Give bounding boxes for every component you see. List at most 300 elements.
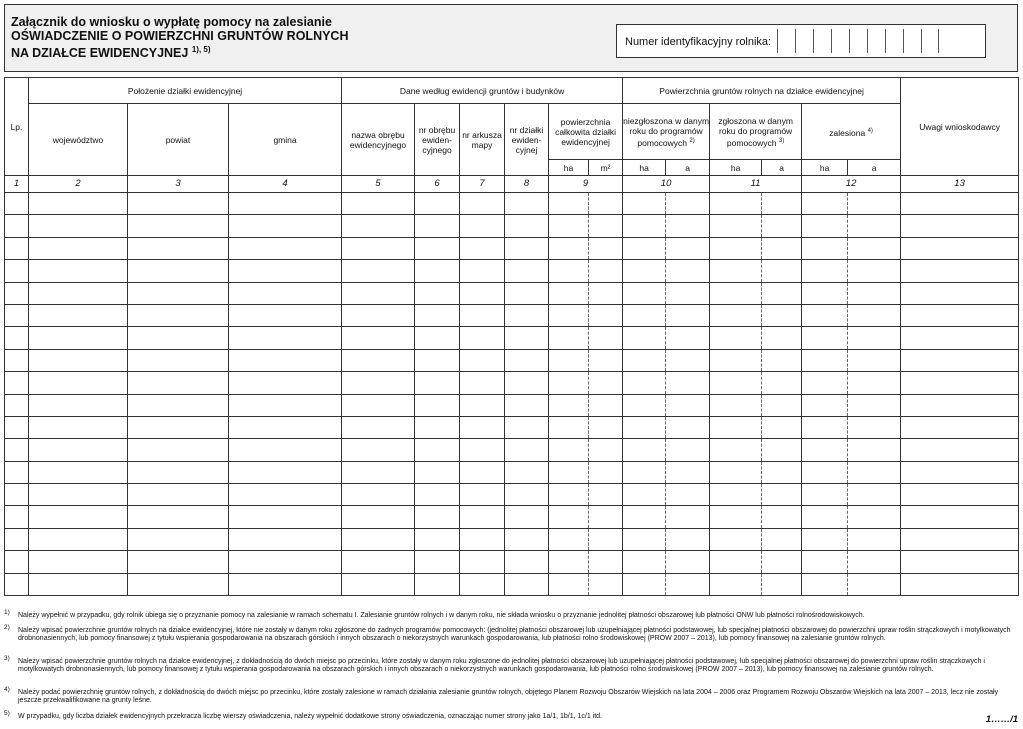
table-cell[interactable] bbox=[342, 304, 415, 326]
table-cell[interactable] bbox=[460, 416, 505, 438]
table-cell[interactable] bbox=[623, 551, 666, 573]
table-cell[interactable] bbox=[415, 349, 460, 371]
table-cell[interactable] bbox=[128, 304, 229, 326]
table-cell[interactable] bbox=[460, 215, 505, 237]
table-cell[interactable] bbox=[666, 282, 710, 304]
table-cell[interactable] bbox=[666, 260, 710, 282]
table-cell[interactable] bbox=[762, 416, 802, 438]
table-cell[interactable] bbox=[589, 416, 623, 438]
table-cell[interactable] bbox=[666, 528, 710, 550]
table-cell[interactable] bbox=[901, 215, 1019, 237]
table-cell[interactable] bbox=[623, 528, 666, 550]
table-cell[interactable] bbox=[460, 282, 505, 304]
table-cell[interactable] bbox=[229, 372, 342, 394]
table-cell[interactable] bbox=[589, 573, 623, 595]
table-cell[interactable] bbox=[901, 327, 1019, 349]
table-cell[interactable] bbox=[5, 461, 29, 483]
table-cell[interactable] bbox=[549, 260, 589, 282]
table-cell[interactable] bbox=[5, 304, 29, 326]
table-cell[interactable] bbox=[415, 394, 460, 416]
table-cell[interactable] bbox=[460, 193, 505, 215]
table-cell[interactable] bbox=[901, 528, 1019, 550]
table-cell[interactable] bbox=[342, 237, 415, 259]
farmer-id-digit-cell[interactable] bbox=[849, 29, 867, 53]
table-cell[interactable] bbox=[710, 304, 762, 326]
table-cell[interactable] bbox=[5, 551, 29, 573]
table-cell[interactable] bbox=[901, 506, 1019, 528]
table-cell[interactable] bbox=[342, 551, 415, 573]
table-cell[interactable] bbox=[5, 237, 29, 259]
table-cell[interactable] bbox=[901, 304, 1019, 326]
table-cell[interactable] bbox=[710, 551, 762, 573]
table-cell[interactable] bbox=[505, 237, 549, 259]
table-cell[interactable] bbox=[505, 215, 549, 237]
table-cell[interactable] bbox=[623, 349, 666, 371]
table-cell[interactable] bbox=[505, 193, 549, 215]
table-cell[interactable] bbox=[848, 282, 901, 304]
table-cell[interactable] bbox=[666, 304, 710, 326]
table-cell[interactable] bbox=[5, 439, 29, 461]
table-cell[interactable] bbox=[589, 394, 623, 416]
table-cell[interactable] bbox=[460, 461, 505, 483]
table-cell[interactable] bbox=[128, 372, 229, 394]
table-cell[interactable] bbox=[589, 372, 623, 394]
table-cell[interactable] bbox=[762, 528, 802, 550]
table-cell[interactable] bbox=[666, 394, 710, 416]
table-cell[interactable] bbox=[710, 528, 762, 550]
table-cell[interactable] bbox=[460, 237, 505, 259]
table-cell[interactable] bbox=[762, 484, 802, 506]
table-cell[interactable] bbox=[623, 372, 666, 394]
table-cell[interactable] bbox=[229, 193, 342, 215]
table-cell[interactable] bbox=[666, 372, 710, 394]
table-cell[interactable] bbox=[901, 573, 1019, 595]
table-cell[interactable] bbox=[505, 349, 549, 371]
table-cell[interactable] bbox=[710, 416, 762, 438]
table-cell[interactable] bbox=[505, 551, 549, 573]
table-cell[interactable] bbox=[460, 484, 505, 506]
table-cell[interactable] bbox=[505, 282, 549, 304]
table-cell[interactable] bbox=[460, 304, 505, 326]
table-cell[interactable] bbox=[666, 416, 710, 438]
table-cell[interactable] bbox=[848, 394, 901, 416]
table-cell[interactable] bbox=[666, 215, 710, 237]
table-cell[interactable] bbox=[505, 506, 549, 528]
table-cell[interactable] bbox=[802, 193, 848, 215]
table-cell[interactable] bbox=[802, 416, 848, 438]
table-cell[interactable] bbox=[229, 304, 342, 326]
table-cell[interactable] bbox=[342, 327, 415, 349]
table-cell[interactable] bbox=[342, 282, 415, 304]
table-cell[interactable] bbox=[762, 506, 802, 528]
table-cell[interactable] bbox=[549, 372, 589, 394]
table-cell[interactable] bbox=[342, 372, 415, 394]
table-cell[interactable] bbox=[802, 327, 848, 349]
table-cell[interactable] bbox=[229, 394, 342, 416]
table-cell[interactable] bbox=[415, 484, 460, 506]
table-cell[interactable] bbox=[549, 327, 589, 349]
table-cell[interactable] bbox=[460, 506, 505, 528]
table-cell[interactable] bbox=[505, 416, 549, 438]
table-cell[interactable] bbox=[29, 349, 128, 371]
table-cell[interactable] bbox=[549, 573, 589, 595]
table-cell[interactable] bbox=[460, 394, 505, 416]
farmer-id-digit-cell[interactable] bbox=[903, 29, 921, 53]
table-cell[interactable] bbox=[762, 282, 802, 304]
table-cell[interactable] bbox=[848, 416, 901, 438]
farmer-id-digit-cell[interactable] bbox=[795, 29, 813, 53]
table-cell[interactable] bbox=[342, 215, 415, 237]
table-cell[interactable] bbox=[549, 484, 589, 506]
table-cell[interactable] bbox=[589, 260, 623, 282]
table-cell[interactable] bbox=[623, 416, 666, 438]
table-cell[interactable] bbox=[505, 372, 549, 394]
table-cell[interactable] bbox=[128, 439, 229, 461]
table-cell[interactable] bbox=[901, 372, 1019, 394]
table-cell[interactable] bbox=[589, 551, 623, 573]
table-cell[interactable] bbox=[549, 237, 589, 259]
table-cell[interactable] bbox=[415, 260, 460, 282]
table-cell[interactable] bbox=[589, 215, 623, 237]
table-cell[interactable] bbox=[460, 439, 505, 461]
table-cell[interactable] bbox=[710, 237, 762, 259]
table-cell[interactable] bbox=[505, 304, 549, 326]
table-cell[interactable] bbox=[848, 237, 901, 259]
table-cell[interactable] bbox=[128, 260, 229, 282]
table-cell[interactable] bbox=[802, 439, 848, 461]
table-cell[interactable] bbox=[342, 193, 415, 215]
farmer-id-digit-cell[interactable] bbox=[921, 29, 939, 53]
table-cell[interactable] bbox=[710, 461, 762, 483]
table-cell[interactable] bbox=[901, 551, 1019, 573]
table-cell[interactable] bbox=[29, 416, 128, 438]
table-cell[interactable] bbox=[666, 461, 710, 483]
table-cell[interactable] bbox=[666, 327, 710, 349]
table-cell[interactable] bbox=[802, 304, 848, 326]
table-cell[interactable] bbox=[415, 416, 460, 438]
table-cell[interactable] bbox=[623, 439, 666, 461]
table-cell[interactable] bbox=[342, 416, 415, 438]
table-cell[interactable] bbox=[802, 349, 848, 371]
table-cell[interactable] bbox=[415, 282, 460, 304]
table-cell[interactable] bbox=[623, 215, 666, 237]
table-cell[interactable] bbox=[802, 237, 848, 259]
table-cell[interactable] bbox=[415, 439, 460, 461]
table-cell[interactable] bbox=[29, 260, 128, 282]
farmer-id-digit-cell[interactable] bbox=[885, 29, 903, 53]
table-cell[interactable] bbox=[802, 461, 848, 483]
table-cell[interactable] bbox=[848, 193, 901, 215]
table-cell[interactable] bbox=[29, 439, 128, 461]
table-cell[interactable] bbox=[415, 528, 460, 550]
table-cell[interactable] bbox=[901, 237, 1019, 259]
table-cell[interactable] bbox=[415, 372, 460, 394]
table-cell[interactable] bbox=[710, 327, 762, 349]
table-cell[interactable] bbox=[623, 282, 666, 304]
table-cell[interactable] bbox=[128, 416, 229, 438]
table-cell[interactable] bbox=[229, 551, 342, 573]
table-cell[interactable] bbox=[5, 416, 29, 438]
table-cell[interactable] bbox=[549, 528, 589, 550]
table-cell[interactable] bbox=[762, 573, 802, 595]
table-cell[interactable] bbox=[623, 237, 666, 259]
table-cell[interactable] bbox=[848, 484, 901, 506]
table-cell[interactable] bbox=[5, 394, 29, 416]
table-cell[interactable] bbox=[229, 484, 342, 506]
table-cell[interactable] bbox=[128, 349, 229, 371]
table-cell[interactable] bbox=[342, 349, 415, 371]
table-cell[interactable] bbox=[229, 237, 342, 259]
table-cell[interactable] bbox=[128, 215, 229, 237]
table-cell[interactable] bbox=[460, 573, 505, 595]
table-cell[interactable] bbox=[128, 237, 229, 259]
table-cell[interactable] bbox=[5, 528, 29, 550]
table-cell[interactable] bbox=[29, 304, 128, 326]
table-cell[interactable] bbox=[229, 528, 342, 550]
table-cell[interactable] bbox=[802, 394, 848, 416]
table-cell[interactable] bbox=[5, 193, 29, 215]
table-cell[interactable] bbox=[5, 506, 29, 528]
table-cell[interactable] bbox=[415, 237, 460, 259]
table-cell[interactable] bbox=[848, 260, 901, 282]
table-cell[interactable] bbox=[549, 215, 589, 237]
table-cell[interactable] bbox=[415, 193, 460, 215]
table-cell[interactable] bbox=[623, 394, 666, 416]
table-cell[interactable] bbox=[623, 304, 666, 326]
table-cell[interactable] bbox=[589, 528, 623, 550]
table-cell[interactable] bbox=[229, 506, 342, 528]
table-cell[interactable] bbox=[762, 461, 802, 483]
table-cell[interactable] bbox=[342, 506, 415, 528]
table-cell[interactable] bbox=[342, 461, 415, 483]
table-cell[interactable] bbox=[128, 327, 229, 349]
table-cell[interactable] bbox=[29, 193, 128, 215]
table-cell[interactable] bbox=[848, 372, 901, 394]
table-cell[interactable] bbox=[666, 439, 710, 461]
table-cell[interactable] bbox=[666, 551, 710, 573]
table-cell[interactable] bbox=[623, 260, 666, 282]
table-cell[interactable] bbox=[229, 416, 342, 438]
table-cell[interactable] bbox=[128, 282, 229, 304]
table-cell[interactable] bbox=[623, 193, 666, 215]
table-cell[interactable] bbox=[5, 327, 29, 349]
table-cell[interactable] bbox=[848, 506, 901, 528]
table-cell[interactable] bbox=[848, 551, 901, 573]
table-cell[interactable] bbox=[128, 193, 229, 215]
table-cell[interactable] bbox=[848, 528, 901, 550]
table-cell[interactable] bbox=[128, 394, 229, 416]
table-cell[interactable] bbox=[666, 237, 710, 259]
table-cell[interactable] bbox=[848, 349, 901, 371]
table-cell[interactable] bbox=[5, 372, 29, 394]
table-cell[interactable] bbox=[710, 439, 762, 461]
table-cell[interactable] bbox=[549, 193, 589, 215]
table-cell[interactable] bbox=[415, 573, 460, 595]
table-cell[interactable] bbox=[848, 215, 901, 237]
table-cell[interactable] bbox=[589, 506, 623, 528]
table-cell[interactable] bbox=[460, 528, 505, 550]
table-cell[interactable] bbox=[415, 215, 460, 237]
farmer-id-digit-cell[interactable] bbox=[777, 29, 795, 53]
table-cell[interactable] bbox=[29, 282, 128, 304]
table-cell[interactable] bbox=[5, 349, 29, 371]
table-cell[interactable] bbox=[802, 551, 848, 573]
table-cell[interactable] bbox=[901, 439, 1019, 461]
table-cell[interactable] bbox=[666, 349, 710, 371]
table-cell[interactable] bbox=[415, 551, 460, 573]
table-cell[interactable] bbox=[802, 484, 848, 506]
table-cell[interactable] bbox=[901, 416, 1019, 438]
table-cell[interactable] bbox=[802, 260, 848, 282]
table-cell[interactable] bbox=[415, 304, 460, 326]
table-cell[interactable] bbox=[342, 528, 415, 550]
table-cell[interactable] bbox=[710, 372, 762, 394]
table-cell[interactable] bbox=[589, 327, 623, 349]
table-cell[interactable] bbox=[762, 193, 802, 215]
table-cell[interactable] bbox=[901, 394, 1019, 416]
table-cell[interactable] bbox=[505, 528, 549, 550]
table-cell[interactable] bbox=[666, 573, 710, 595]
table-cell[interactable] bbox=[460, 372, 505, 394]
table-cell[interactable] bbox=[762, 260, 802, 282]
table-cell[interactable] bbox=[128, 528, 229, 550]
table-cell[interactable] bbox=[589, 349, 623, 371]
table-cell[interactable] bbox=[802, 282, 848, 304]
table-cell[interactable] bbox=[229, 439, 342, 461]
farmer-id-digit-cell[interactable] bbox=[813, 29, 831, 53]
table-cell[interactable] bbox=[762, 439, 802, 461]
table-cell[interactable] bbox=[589, 282, 623, 304]
table-cell[interactable] bbox=[901, 484, 1019, 506]
table-cell[interactable] bbox=[901, 260, 1019, 282]
table-cell[interactable] bbox=[128, 461, 229, 483]
table-cell[interactable] bbox=[901, 282, 1019, 304]
table-cell[interactable] bbox=[505, 573, 549, 595]
table-cell[interactable] bbox=[29, 394, 128, 416]
table-cell[interactable] bbox=[128, 506, 229, 528]
table-cell[interactable] bbox=[229, 461, 342, 483]
table-cell[interactable] bbox=[623, 573, 666, 595]
table-cell[interactable] bbox=[762, 349, 802, 371]
table-cell[interactable] bbox=[549, 349, 589, 371]
table-cell[interactable] bbox=[549, 304, 589, 326]
table-cell[interactable] bbox=[589, 237, 623, 259]
table-cell[interactable] bbox=[229, 573, 342, 595]
table-cell[interactable] bbox=[128, 551, 229, 573]
table-cell[interactable] bbox=[229, 215, 342, 237]
farmer-id-digit-cell[interactable] bbox=[867, 29, 885, 53]
table-cell[interactable] bbox=[415, 461, 460, 483]
table-cell[interactable] bbox=[848, 573, 901, 595]
table-cell[interactable] bbox=[623, 461, 666, 483]
table-cell[interactable] bbox=[342, 484, 415, 506]
table-cell[interactable] bbox=[549, 506, 589, 528]
table-cell[interactable] bbox=[848, 327, 901, 349]
table-cell[interactable] bbox=[762, 551, 802, 573]
table-cell[interactable] bbox=[29, 573, 128, 595]
table-cell[interactable] bbox=[710, 484, 762, 506]
table-cell[interactable] bbox=[549, 394, 589, 416]
table-cell[interactable] bbox=[29, 215, 128, 237]
table-cell[interactable] bbox=[710, 215, 762, 237]
table-cell[interactable] bbox=[762, 372, 802, 394]
table-cell[interactable] bbox=[802, 573, 848, 595]
table-cell[interactable] bbox=[762, 304, 802, 326]
table-cell[interactable] bbox=[460, 327, 505, 349]
table-cell[interactable] bbox=[229, 349, 342, 371]
table-cell[interactable] bbox=[549, 439, 589, 461]
table-cell[interactable] bbox=[128, 573, 229, 595]
table-cell[interactable] bbox=[29, 506, 128, 528]
table-cell[interactable] bbox=[460, 551, 505, 573]
table-cell[interactable] bbox=[549, 282, 589, 304]
table-cell[interactable] bbox=[848, 439, 901, 461]
table-cell[interactable] bbox=[505, 327, 549, 349]
table-cell[interactable] bbox=[342, 573, 415, 595]
table-cell[interactable] bbox=[802, 506, 848, 528]
table-cell[interactable] bbox=[229, 327, 342, 349]
table-cell[interactable] bbox=[505, 484, 549, 506]
table-cell[interactable] bbox=[342, 394, 415, 416]
table-cell[interactable] bbox=[415, 327, 460, 349]
table-cell[interactable] bbox=[128, 484, 229, 506]
table-cell[interactable] bbox=[710, 282, 762, 304]
table-cell[interactable] bbox=[549, 416, 589, 438]
table-cell[interactable] bbox=[342, 260, 415, 282]
farmer-id-digit-cell[interactable] bbox=[831, 29, 849, 53]
table-cell[interactable] bbox=[29, 461, 128, 483]
table-cell[interactable] bbox=[589, 484, 623, 506]
table-cell[interactable] bbox=[710, 193, 762, 215]
table-cell[interactable] bbox=[29, 528, 128, 550]
table-cell[interactable] bbox=[5, 260, 29, 282]
table-cell[interactable] bbox=[901, 461, 1019, 483]
table-cell[interactable] bbox=[802, 372, 848, 394]
table-cell[interactable] bbox=[505, 461, 549, 483]
table-cell[interactable] bbox=[342, 439, 415, 461]
table-cell[interactable] bbox=[29, 327, 128, 349]
table-cell[interactable] bbox=[5, 282, 29, 304]
table-cell[interactable] bbox=[666, 484, 710, 506]
table-cell[interactable] bbox=[549, 461, 589, 483]
table-cell[interactable] bbox=[802, 528, 848, 550]
table-cell[interactable] bbox=[29, 551, 128, 573]
table-cell[interactable] bbox=[229, 260, 342, 282]
table-cell[interactable] bbox=[848, 461, 901, 483]
table-cell[interactable] bbox=[589, 439, 623, 461]
table-cell[interactable] bbox=[623, 506, 666, 528]
table-cell[interactable] bbox=[762, 327, 802, 349]
table-cell[interactable] bbox=[29, 237, 128, 259]
table-cell[interactable] bbox=[710, 506, 762, 528]
table-cell[interactable] bbox=[762, 237, 802, 259]
table-cell[interactable] bbox=[848, 304, 901, 326]
table-cell[interactable] bbox=[666, 506, 710, 528]
table-cell[interactable] bbox=[710, 260, 762, 282]
table-cell[interactable] bbox=[5, 215, 29, 237]
table-cell[interactable] bbox=[901, 349, 1019, 371]
table-cell[interactable] bbox=[589, 304, 623, 326]
table-cell[interactable] bbox=[549, 551, 589, 573]
table-cell[interactable] bbox=[29, 484, 128, 506]
table-cell[interactable] bbox=[710, 573, 762, 595]
table-cell[interactable] bbox=[229, 282, 342, 304]
table-cell[interactable] bbox=[589, 461, 623, 483]
table-cell[interactable] bbox=[623, 484, 666, 506]
table-cell[interactable] bbox=[5, 573, 29, 595]
table-cell[interactable] bbox=[710, 349, 762, 371]
table-cell[interactable] bbox=[460, 260, 505, 282]
